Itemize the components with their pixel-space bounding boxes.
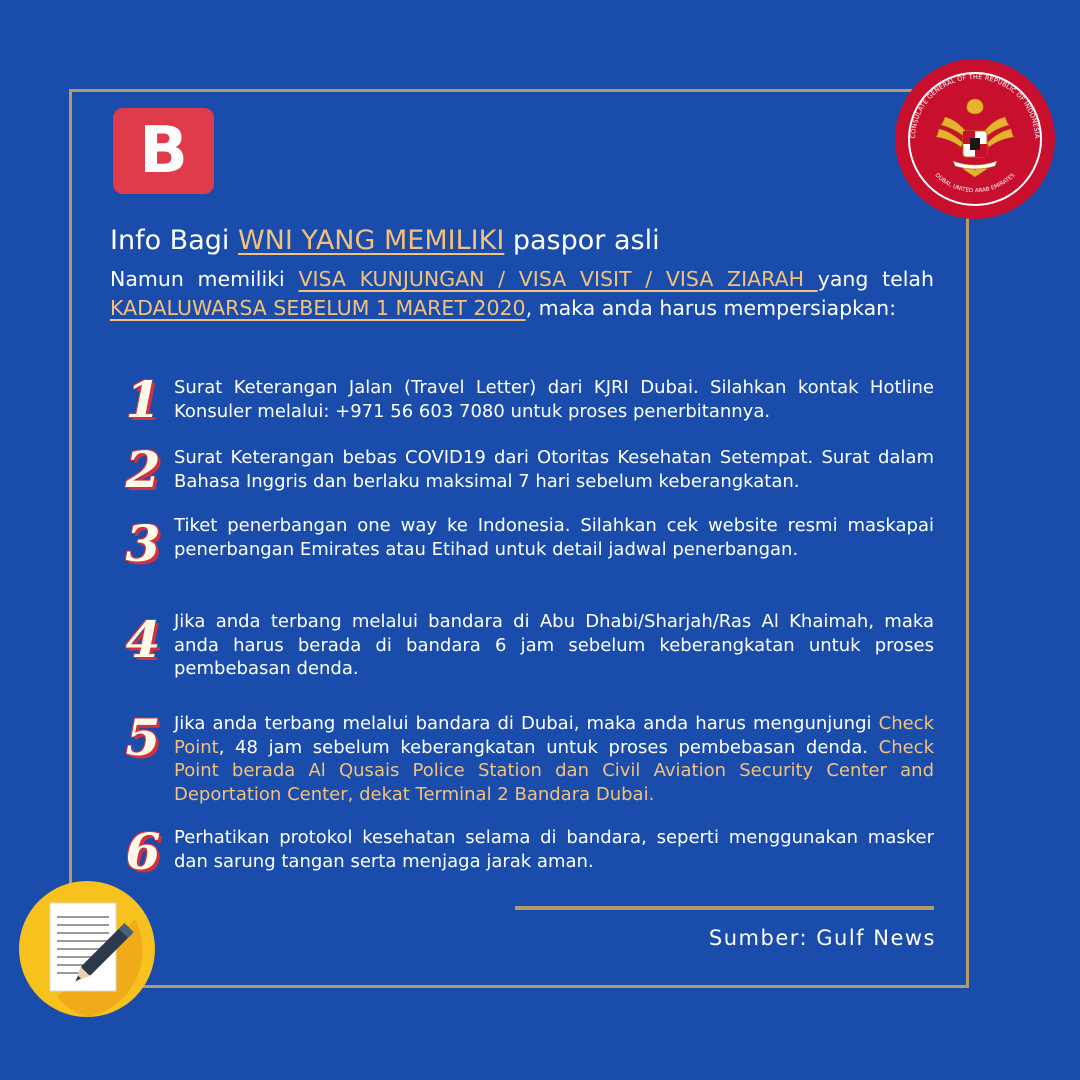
- item-number-5: 5: [125, 708, 161, 767]
- document-pen-icon: [17, 879, 157, 1019]
- item-text-3: Tiket penerbangan one way ke Indonesia. Silahkan cek website resmi maskapai penerbangan Emirates atau Etihad untuk detail jadwal penerbangan.: [174, 515, 934, 560]
- intro-text-3: , maka anda harus mempersiapkan:: [525, 296, 897, 320]
- item-text-2: Surat Keterangan bebas COVID19 dari Otoritas Kesehatan Setempat. Surat dalam Bahasa Inggris dan berlaku maksimal 7 hari sebelum keberangkatan.: [174, 447, 934, 492]
- heading-post: paspor asli: [504, 225, 660, 256]
- badge-letter: B: [139, 114, 188, 188]
- item-number-4: 4: [125, 610, 161, 669]
- item-number-3: 3: [125, 514, 161, 573]
- item-5-highlight-b: Check Point berada Al Qusais Police Station dan Civil Aviation Security Center and Deportation Center, dekat Terminal 2 Bandara Dubai.: [174, 736, 934, 805]
- item-number-1: 1: [125, 370, 161, 429]
- badge-b: [113, 108, 214, 194]
- intro-highlight-visa: VISA KUNJUNGAN / VISA VISIT / VISA ZIARAH: [298, 267, 818, 291]
- item-number-6: 6: [125, 822, 161, 881]
- item-5-highlight-a: Check Point: [174, 713, 934, 758]
- item-5-text-b: , 48 jam sebelum keberangkatan untuk proses pembebasan denda.: [218, 736, 879, 758]
- item-text-4: Jika anda terbang melalui bandara di Abu Dhabi/Sharjah/Ras Al Khaimah, maka anda harus berada di bandara 6 jam sebelum keberangkatan untuk proses pembebasan denda.: [174, 611, 934, 679]
- page-heading: [110, 222, 930, 260]
- item-text-1: Surat Keterangan Jalan (Travel Letter) dari KJRI Dubai. Silahkan kontak Hotline Konsuler melalui: +971 56 603 7080 untuk proses penerbitannya.: [174, 377, 934, 422]
- item-text-5: [174, 712, 934, 806]
- consulate-seal-icon: [893, 57, 1057, 221]
- source-credit: Sumber: Gulf News: [708, 926, 936, 950]
- intro-text-1: Namun memiliki: [110, 267, 299, 291]
- heading-pre: Info Bagi: [110, 225, 238, 256]
- heading-highlight: WNI YANG MEMILIKI: [237, 225, 505, 256]
- intro-paragraph: [110, 265, 934, 323]
- item-5-text-a: Jika anda terbang melalui bandara di Dubai, maka anda harus mengunjungi: [174, 713, 879, 734]
- source-divider: [515, 906, 934, 910]
- item-text-6: Perhatikan protokol kesehatan selama di bandara, seperti menggunakan masker dan sarung tangan serta menjaga jarak aman.: [174, 827, 934, 872]
- intro-text-2: yang telah: [817, 267, 934, 291]
- intro-highlight-expired: KADALUWARSA SEBELUM 1 MARET 2020: [110, 296, 526, 320]
- item-number-2: 2: [125, 440, 161, 499]
- seal-bottom-text: DUBAI, UNITED ARAB EMIRATES: [933, 172, 1017, 195]
- seal-outer-text: CONSULATE GENERAL OF THE REPUBLIC OF INDONESIA: [908, 72, 1042, 139]
